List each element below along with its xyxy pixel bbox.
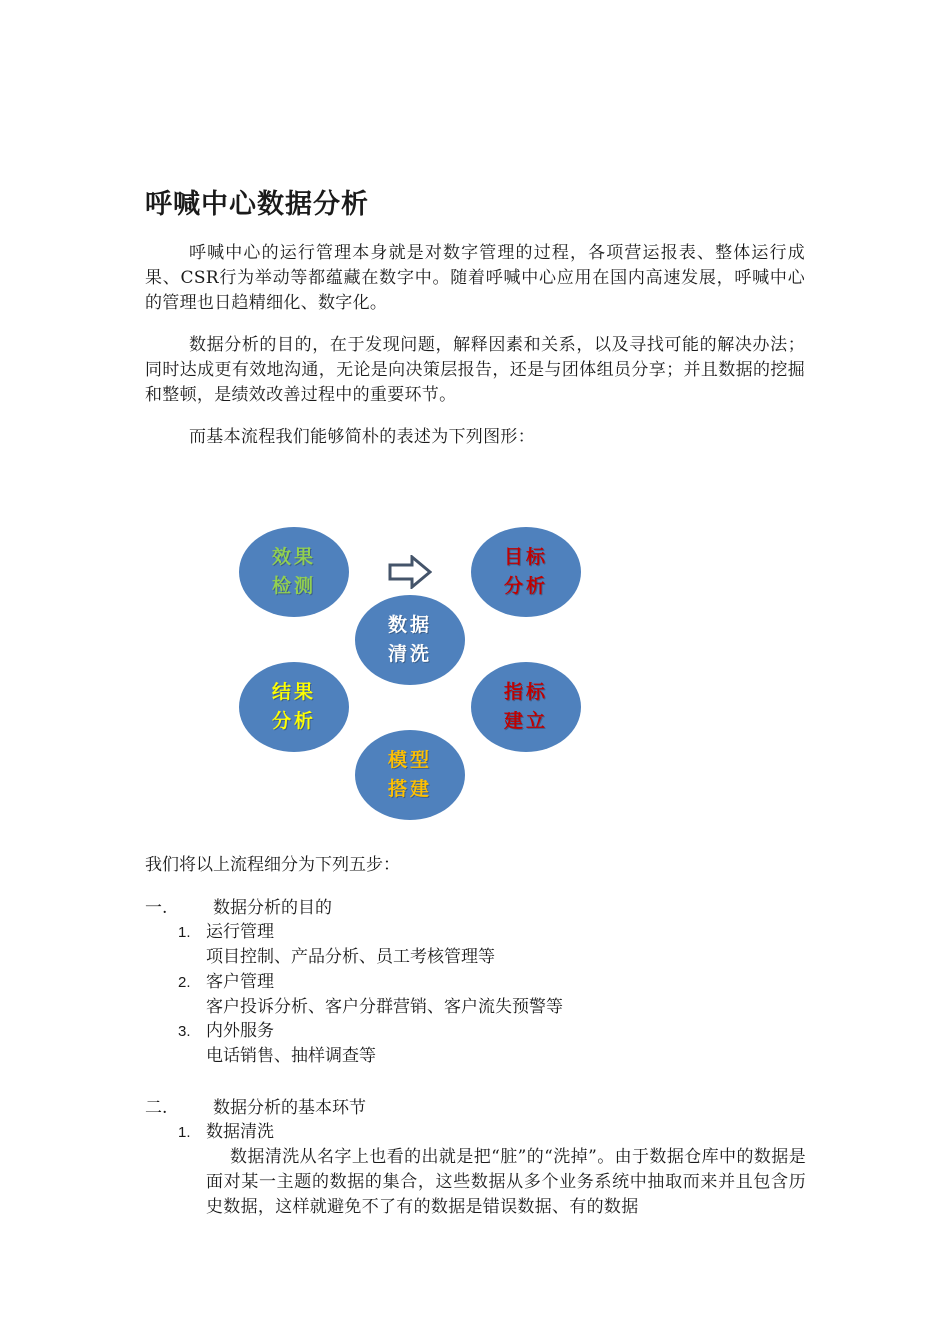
node-model-build xyxy=(355,730,465,820)
item-label: 数据清洗 xyxy=(206,1122,274,1142)
node-label: 检测 xyxy=(271,575,316,597)
node-label: 数据 xyxy=(387,614,432,636)
item-detail: 数据清洗从名字上也看的出就是把“脏”的“洗掉”。由于数据仓库中的数据是面对某一主题的数据的集合，这些数据从多个业务系统中抽取而来并且包含历史数据，这样就避免不了有的数据是错误数据、有的数据 xyxy=(206,1147,806,1217)
node-label: 清洗 xyxy=(387,643,432,665)
node-label: 分析 xyxy=(503,575,548,597)
section-title: 数据分析的基本环节 xyxy=(213,1098,366,1118)
item-label: 客户管理 xyxy=(206,972,274,992)
node-label: 分析 xyxy=(271,710,316,732)
node-data-cleaning xyxy=(355,595,465,685)
list-item xyxy=(178,1019,274,1044)
list-item xyxy=(178,920,274,945)
section-heading xyxy=(145,1096,366,1121)
node-label: 结果 xyxy=(271,681,316,703)
item-label: 运行管理 xyxy=(206,922,274,942)
process-diagram xyxy=(232,522,592,822)
node-result-analysis xyxy=(239,662,349,752)
list-item xyxy=(178,1120,274,1145)
node-effect-check xyxy=(239,527,349,617)
node-label: 指标 xyxy=(503,681,548,703)
item-number: 3. xyxy=(178,1023,191,1040)
node-label: 效果 xyxy=(271,546,316,568)
item-label: 内外服务 xyxy=(206,1021,274,1041)
item-number: 1. xyxy=(178,1124,191,1141)
paragraph-intro: 呼喊中心的运行管理本身就是对数字管理的过程，各项营运报表、整体运行成果、CSR行为举动等都蕴藏在数字中。随着呼喊中心应用在国内高速发展，呼喊中心的管理也日趋精细化、数字化。 xyxy=(145,243,805,313)
node-label: 模型 xyxy=(387,749,432,771)
node-label: 建立 xyxy=(503,710,548,732)
section-number: 二. xyxy=(145,1098,168,1118)
node-label: 目标 xyxy=(503,546,548,568)
section-title: 数据分析的目的 xyxy=(213,898,332,918)
node-goal-analysis xyxy=(471,527,581,617)
section-heading xyxy=(145,896,332,921)
node-label: 搭建 xyxy=(387,778,432,800)
steps-intro: 我们将以上流程细分为下列五步： xyxy=(145,855,400,875)
section-number: 一. xyxy=(145,898,168,918)
paragraph-purpose: 数据分析的目的，在于发现问题，解释因素和关系，以及寻找可能的解决办法；同时达成更有效地沟通，无论是向决策层报告，还是与团体组员分享；并且数据的挖掘和整顿，是绩效改善过程中的重要环节。 xyxy=(145,335,805,405)
node-metric-setup xyxy=(471,662,581,752)
item-detail: 客户投诉分析、客户分群营销、客户流失预警等 xyxy=(206,997,563,1017)
arrow-right-icon xyxy=(388,555,432,589)
item-detail: 电话销售、抽样调查等 xyxy=(206,1046,376,1066)
item-number: 1. xyxy=(178,924,191,941)
paragraph-flow: 而基本流程我们能够简朴的表述为下列图形： xyxy=(189,427,535,447)
item-number: 2. xyxy=(178,974,191,991)
list-item xyxy=(178,970,274,995)
document-title: 呼喊中心数据分析 xyxy=(145,189,369,220)
item-detail: 项目控制、产品分析、员工考核管理等 xyxy=(206,947,495,967)
